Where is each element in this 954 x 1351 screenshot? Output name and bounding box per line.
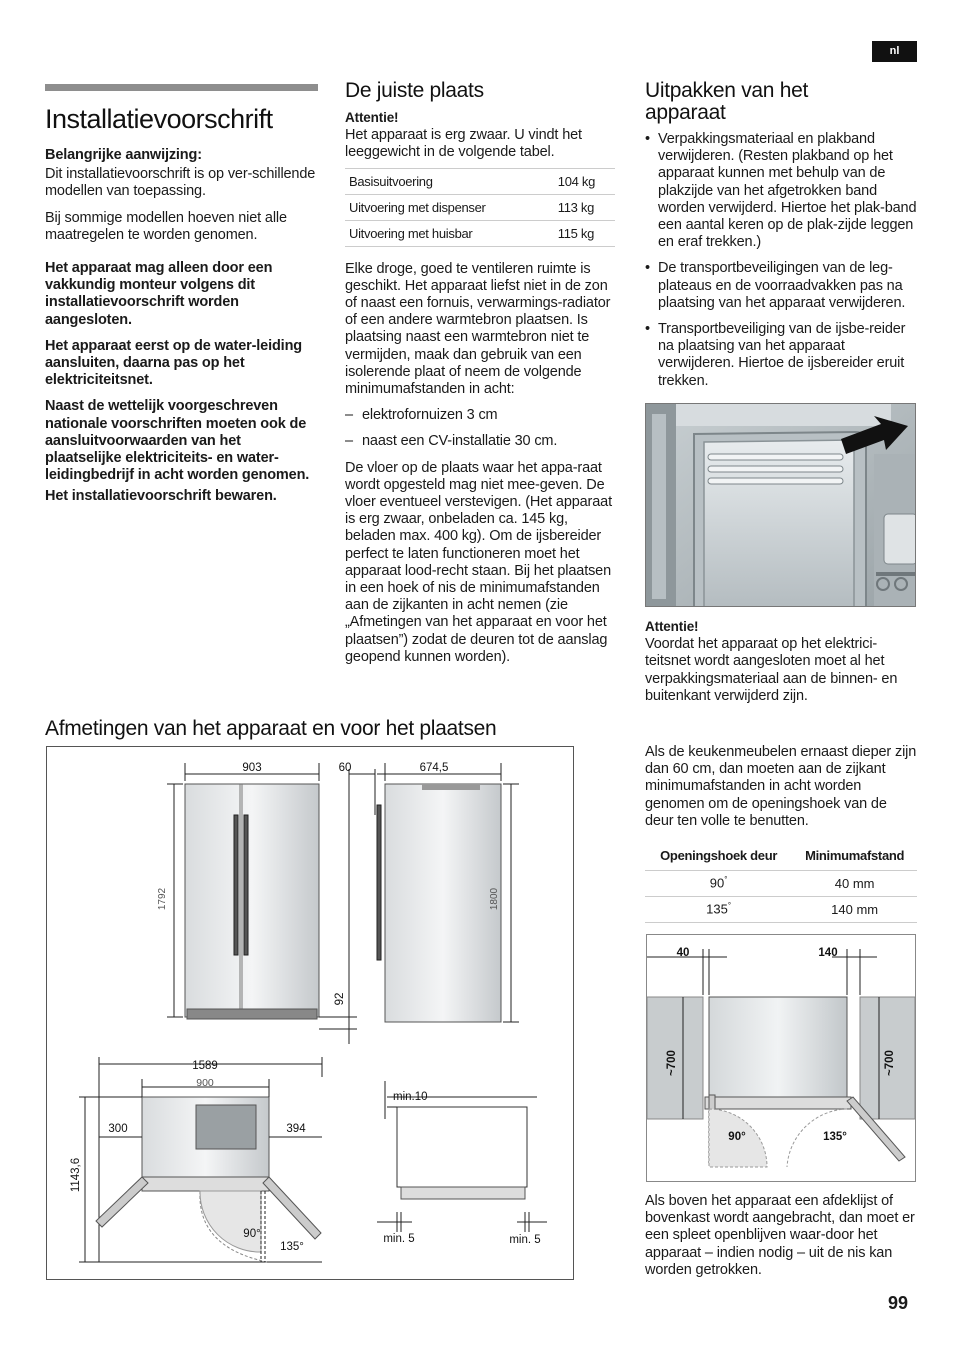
list-item: – naast een CV-installatie 30 cm.	[345, 433, 617, 450]
section-bar	[45, 84, 318, 91]
dim-min10: min.10	[393, 1091, 428, 1103]
dim-674: 674,5	[419, 762, 449, 774]
icemaker-photo	[645, 403, 916, 607]
col-top-gap	[645, 1193, 919, 1288]
dim-700-left: ~700	[666, 1050, 678, 1076]
paragraph: Elke droge, goed te ventileren ruimte is geschikt. Het apparaat liefst niet in de zon of naast een fornuis, verwarmings-radiator of een andere warmtebron plaatsen. Is plaatsing naast een warmtebron niet te vermijden, maak dan gebruik van een isolerende plaat of neem de volgende minimumafstanden in acht:	[345, 260, 611, 398]
angle-135: 135°	[823, 1131, 847, 1143]
cell-model: Basisuitvoering	[345, 168, 554, 194]
dim-1143: 1143,6	[70, 1157, 82, 1193]
dimensions-figure	[46, 746, 574, 1280]
weight-table	[345, 168, 615, 247]
paragraph: De vloer op de plaats waar het appa-raat wordt opgesteld mag niet mee-geven. De vloer eventueel verstevigen. (Het apparaat is erg zwaar, onbeladen ca. 145 kg, beladen max. 400 kg). Om de ijsbereider perfect te laten functioneren moet het apparaat lood-recht staan. Bij het plaatsen in een hoek of nis de minimumafstanden aan de zijkanten in acht nemen (zie „Afmetingen van het apparaat en voor het plaatsen”) zodat de deuren tot de aanslag geopend kunnen worden).	[345, 459, 612, 665]
dim-903: 903	[242, 762, 262, 774]
dim-140: 140	[818, 947, 838, 959]
page-number: 99	[887, 1293, 908, 1313]
clearance-figure	[646, 934, 916, 1182]
distance-list	[345, 407, 617, 450]
col-installation	[45, 104, 317, 515]
col-placement	[345, 80, 617, 675]
page-title: Installatievoorschrift	[45, 104, 273, 134]
dim-300: 300	[108, 1123, 128, 1135]
cell-distance: 140 mm	[792, 896, 917, 922]
cell-model: Uitvoering met dispenser	[345, 194, 554, 220]
dim-394: 394	[286, 1123, 306, 1135]
language-tab: nl	[872, 41, 917, 62]
table-row	[345, 220, 615, 246]
bold-paragraph: Naast de wettelijk voorgeschreven nationale voorschriften moeten ook de aansluitvoorwaarden van het plaatselijke elektriciteits- en water-leidingbedrijf in acht worden genomen.	[45, 398, 310, 484]
paragraph: Als de keukenmeubelen ernaast dieper zijn dan 60 cm, dan moeten aan de zijkant minimumafstanden in acht worden genomen om de openingshoek van de deur ten volle te benutten.	[645, 744, 917, 829]
dim-1792: 1792	[157, 887, 168, 911]
angle-135: 135°	[280, 1241, 304, 1253]
note-heading: Belangrijke aanwijzing:	[45, 147, 202, 163]
dim-1589: 1589	[192, 1060, 218, 1072]
bold-paragraph: Het installatievoorschrift bewaren.	[45, 488, 277, 505]
angle-90: 90°	[243, 1228, 261, 1240]
list-item: • De transportbeveiligingen van de leg-plateaus en de voorraadvakken pas na plaatsing van het apparaat verwijderen.	[645, 260, 919, 312]
header-distance: Minimumafstand	[792, 842, 917, 870]
bold-paragraph: Het apparaat eerst op de water-leiding aansluiten, daarna pas op het elektriciteitsnet.	[45, 337, 302, 389]
table-header-row	[645, 842, 917, 870]
list-item: • Transportbeveiliging van de ijsbe-reider na plaatsing van het apparaat verwijderen. Hiertoe de ijsbereider eruit trekken.	[645, 321, 919, 390]
paragraph: Als boven het apparaat een afdeklijst of bovenkast wordt aangebracht, dan moet er een spleet openblijven waar-door het apparaat – indien nodig – uit de nis kan worden getrokken.	[645, 1193, 915, 1278]
cell-model: Uitvoering met huisbar	[345, 220, 554, 246]
dim-min5-right: min. 5	[509, 1234, 541, 1246]
cell-angle: 90°	[645, 870, 792, 896]
dim-min5-left: min. 5	[383, 1233, 415, 1245]
dim-92: 92	[334, 992, 346, 1006]
clearance-drawing	[647, 935, 915, 1181]
paragraph: Het apparaat is erg zwaar. U vindt het leeggewicht in de volgende tabel.	[345, 127, 582, 161]
attention-label: Attentie!	[645, 619, 699, 634]
dim-1800: 1800	[489, 887, 500, 911]
list-item: – elektrofornuizen 3 cm	[345, 407, 617, 424]
dim-40: 40	[676, 947, 690, 959]
paragraph: Voordat het apparaat op het elektrici-teitsnet wordt aangesloten moet al het verpakkingsmateriaal aan de binnen- en buitenkant verwijderd zijn.	[645, 636, 898, 704]
col-clearance	[645, 744, 919, 923]
dim-700-right: ~700	[884, 1050, 896, 1076]
col-unpacking-attention	[645, 618, 919, 714]
table-row	[345, 168, 615, 194]
bold-paragraph: Het apparaat mag alleen door een vakkundig monteur volgens dit installatievoorschrift worden aangesloten.	[45, 260, 273, 328]
paragraph: Dit installatievoorschrift is op ver-schillende modellen van toepassing.	[45, 166, 316, 200]
table-row	[645, 896, 917, 922]
table-row	[345, 194, 615, 220]
dimensions-title: Afmetingen van het apparaat en voor het plaatsen	[45, 717, 497, 740]
list-item: • Verpakkingsmateriaal en plakband verwijderen. (Resten plakband op het apparaat kunnen met behulp van de plakzijde van het afgetrokken band worden verwijderd. Hiertoe het plak-band een aantal keren op de plak-zijde leggen en eraf trekken.)	[645, 131, 919, 251]
cell-distance: 40 mm	[792, 870, 917, 896]
col-unpacking	[645, 80, 919, 399]
attention-label: Attentie!	[345, 110, 399, 125]
cell-weight: 113 kg	[554, 194, 615, 220]
clearance-table	[645, 842, 917, 923]
angle-90: 90°	[728, 1131, 746, 1143]
header-angle: Openingshoek deur	[645, 842, 792, 870]
paragraph: Bij sommige modellen hoeven niet alle maatregelen te worden genomen.	[45, 209, 287, 243]
dim-60: 60	[338, 762, 352, 774]
cell-weight: 115 kg	[554, 220, 615, 246]
section-title: De juiste plaats	[345, 79, 484, 102]
cell-weight: 104 kg	[554, 168, 615, 194]
unpack-list	[645, 131, 919, 390]
section-title: Uitpakken van het apparaat	[645, 79, 809, 124]
dim-900: 900	[196, 1077, 214, 1089]
dimensions-drawing	[47, 747, 573, 1279]
table-row	[645, 870, 917, 896]
cell-angle: 135°	[645, 896, 792, 922]
